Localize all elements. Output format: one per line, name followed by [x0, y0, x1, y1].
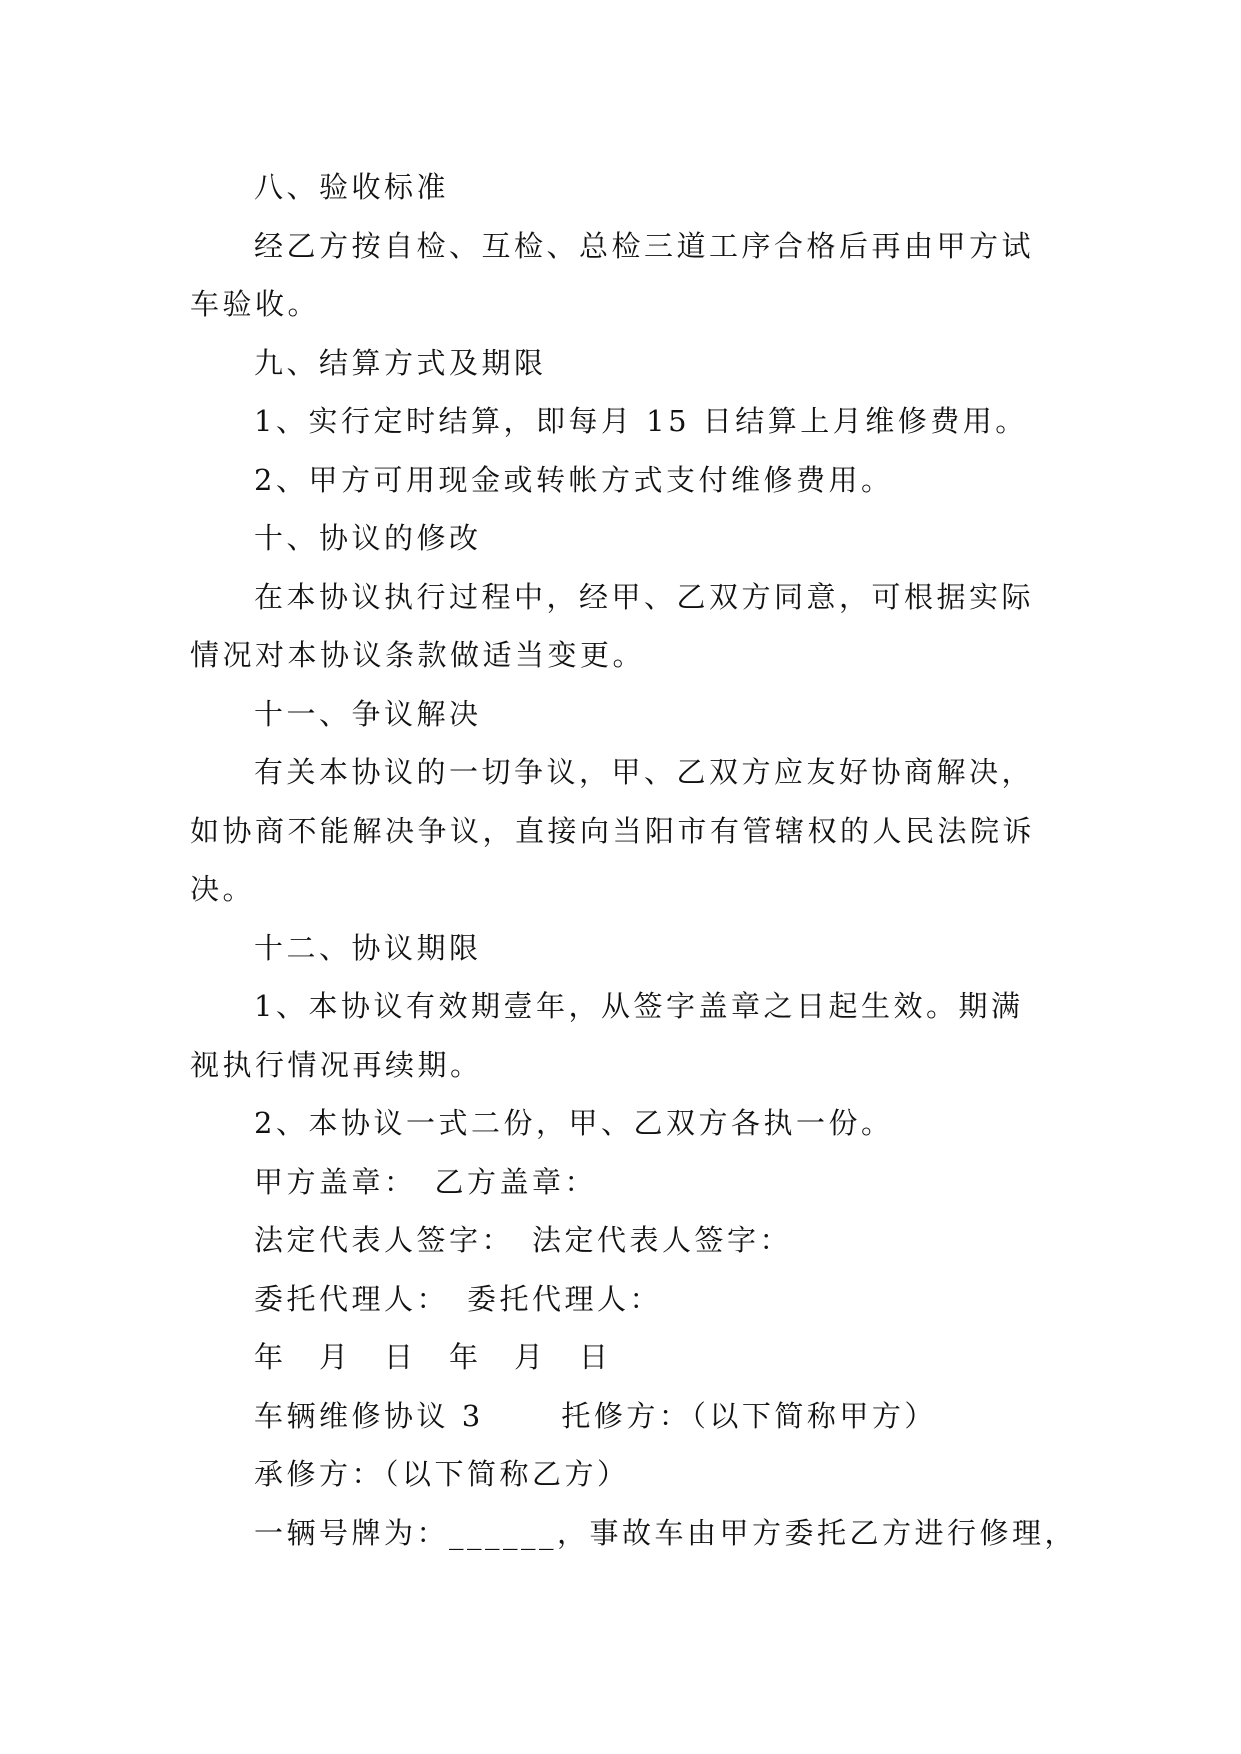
paragraph-amendment: 在本协议执行过程中，经甲、乙双方同意，可根据实际情况对本协议条款做适当变更。	[190, 579, 1035, 672]
legal-representative-line: 法定代表人签字： 法定代表人签字：	[254, 1223, 793, 1257]
paragraph-dispute: 有关本协议的一切争议，甲、乙双方应友好协商解决，如协商不能解决争议，直接向当阳市有管辖权的人民法院诉决。	[190, 755, 1036, 906]
seal-line: 甲方盖章： 乙方盖章：	[254, 1164, 598, 1199]
section-heading-term: 十二、协议期限	[254, 930, 482, 965]
section-heading-settlement: 九、结算方式及期限	[254, 345, 547, 380]
agent-line: 委托代理人： 委托代理人：	[254, 1281, 663, 1316]
paragraph-term-2: 2、本协议一式二份，甲、乙双方各执一份。	[254, 1106, 894, 1140]
vehicle-plate-line: 一辆号牌为：______，事故车由甲方委托乙方进行修理，	[254, 1515, 1078, 1550]
section-heading-dispute: 十一、争议解决	[254, 696, 482, 731]
section-heading-amendment: 十、协议的修改	[254, 521, 482, 555]
document-body	[190, 158, 1078, 1562]
section-heading-acceptance: 八、验收标准	[254, 170, 450, 204]
paragraph-settlement-2: 2、甲方可用现金或转帐方式支付维修费用。	[254, 462, 894, 497]
paragraph-term-1: 1、本协议有效期壹年，从签字盖章之日起生效。期满视执行情况再续期。	[190, 989, 1024, 1082]
paragraph-acceptance-standard: 经乙方按自检、互检、总检三道工序合格后再由甲方试车验收。	[190, 228, 1035, 321]
repairer-line: 承修方：（以下简称乙方）	[254, 1457, 630, 1491]
date-line: 年 月 日 年 月 日	[254, 1340, 612, 1374]
paragraph-settlement-1: 1、实行定时结算，即每月 15 日结算上月维修费用。	[254, 404, 1028, 438]
agreement-3-heading: 车辆维修协议 3 托修方：（以下简称甲方）	[254, 1398, 937, 1433]
